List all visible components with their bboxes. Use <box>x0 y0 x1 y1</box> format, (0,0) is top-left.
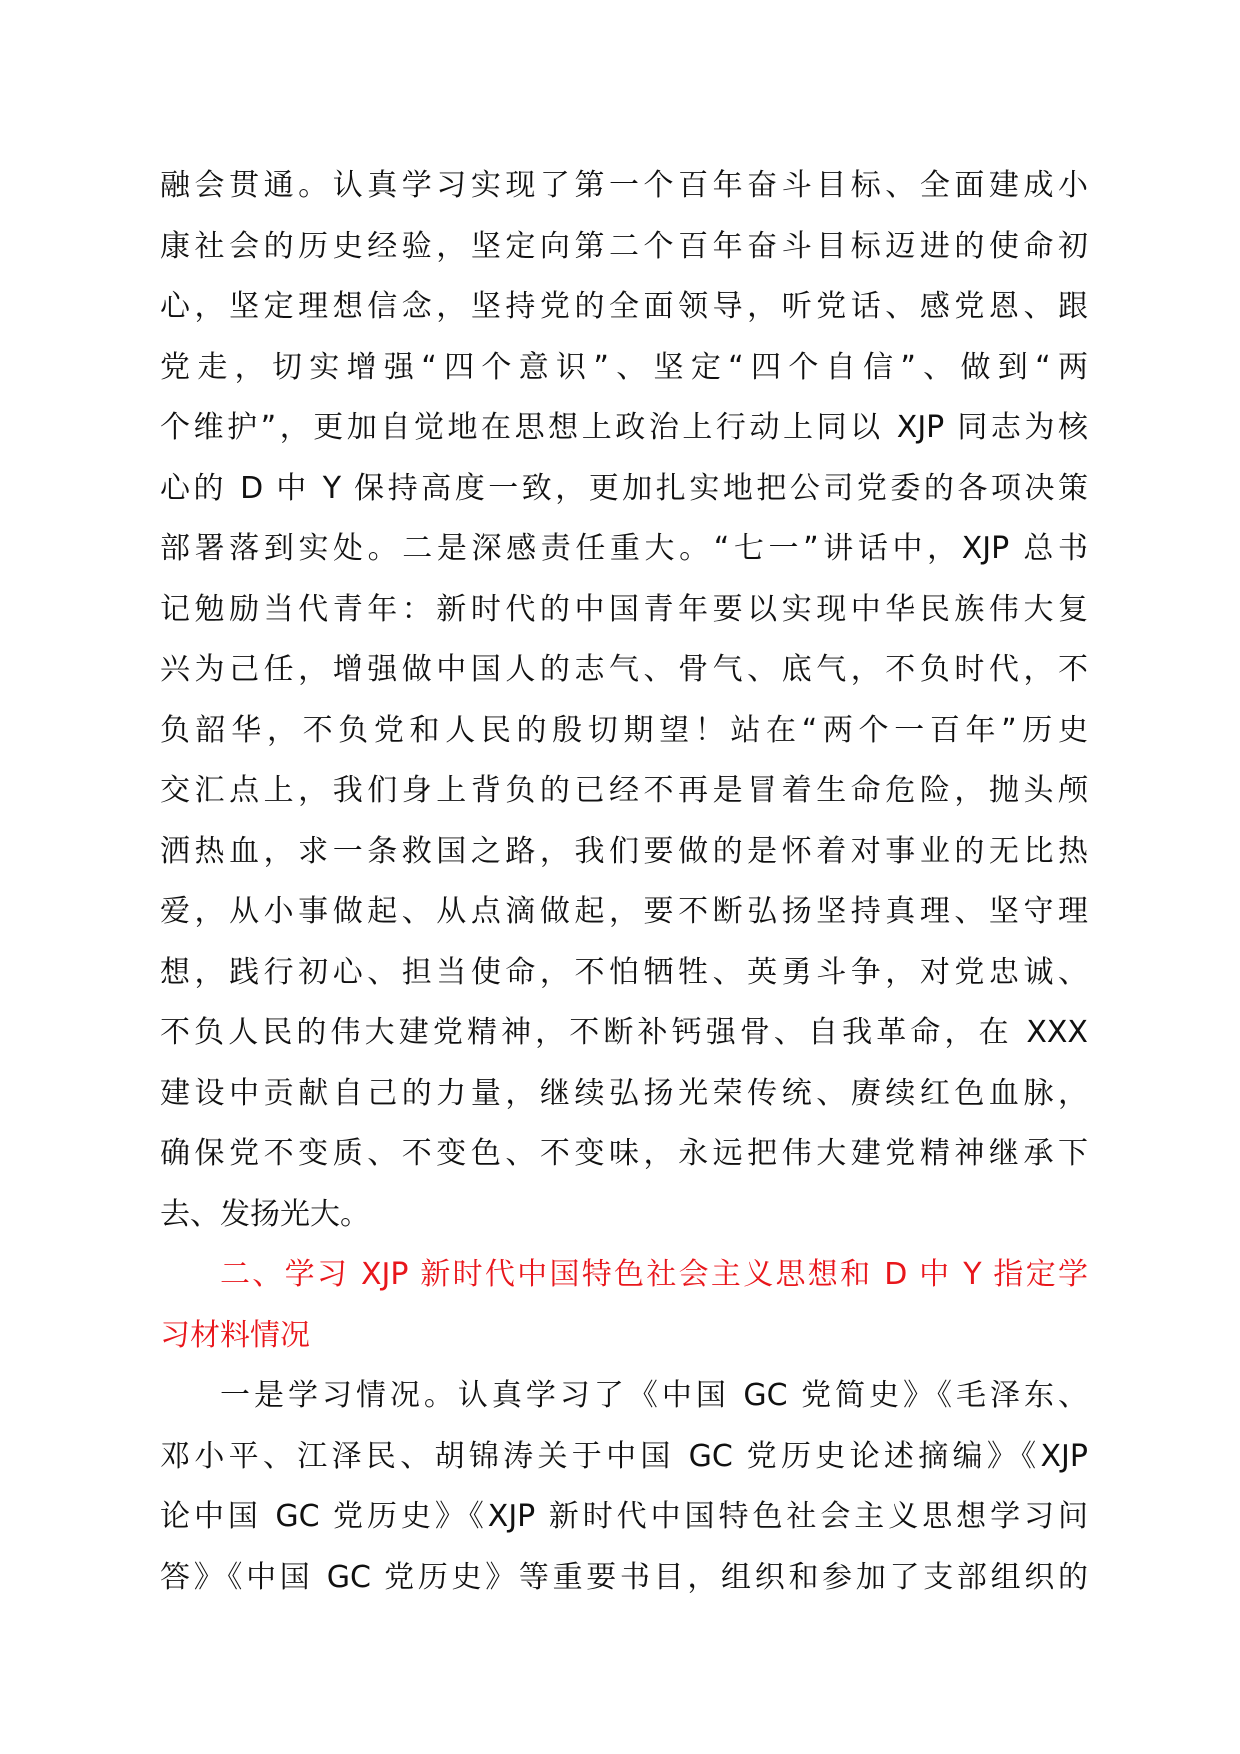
text-line: 兴为己任，增强做中国人的志气、骨气、底气，不负时代，不 <box>160 652 1088 687</box>
heading-line: 习材料情况 <box>160 1317 310 1353</box>
document-body <box>160 156 1088 1608</box>
text-line: 爱，从小事做起、从点滴做起，要不断弘扬坚持真理、坚守理 <box>160 894 1088 929</box>
text-line: 个维护”，更加自觉地在思想上政治上行动上同以 XJP 同志为核 <box>160 410 1088 445</box>
text-line: 心的 D 中 Y 保持高度一致，更加扎实地把公司党委的各项决策 <box>160 470 1088 506</box>
text-line: 洒热血，求一条救国之路，我们要做的是怀着对事业的无比热 <box>160 833 1088 869</box>
text-line: 建设中贡献自己的力量，继续弘扬光荣传统、赓续红色血脉， <box>160 1075 1088 1111</box>
text-line: 交汇点上，我们身上背负的已经不再是冒着生命危险，抛头颅 <box>160 773 1088 808</box>
paragraph-2 <box>160 1366 1088 1608</box>
text-line: 部署落到实处。二是深感责任重大。“七一”讲话中，XJP 总书 <box>160 531 1088 566</box>
text-line: 答》《中国 GC 党历史》等重要书目，组织和参加了支部组织的 <box>160 1559 1088 1595</box>
text-line: 负韶华，不负党和人民的殷切期望！站在“两个一百年”历史 <box>160 712 1088 748</box>
text-line: 心，坚定理想信念，坚持党的全面领导，听党话、感党恩、跟 <box>160 289 1088 324</box>
section-heading <box>160 1245 1088 1366</box>
text-line: 确保党不变质、不变色、不变味，永远把伟大建党精神继承下 <box>160 1136 1088 1171</box>
text-line: 论中国 GC 党历史》《XJP 新时代中国特色社会主义思想学习问 <box>160 1499 1088 1534</box>
text-line: 一是学习情况。认真学习了《中国 GC 党简史》《毛泽东、 <box>220 1378 1088 1413</box>
heading-line: 二、学习 XJP 新时代中国特色社会主义思想和 D 中 Y 指定学 <box>220 1257 1088 1292</box>
text-line: 想，践行初心、担当使命，不怕牺牲、英勇斗争，对党忠诚、 <box>160 954 1088 990</box>
text-line: 康社会的历史经验，坚定向第二个百年奋斗目标迈进的使命初 <box>160 228 1088 264</box>
text-line: 融会贯通。认真学习实现了第一个百年奋斗目标、全面建成小 <box>160 168 1088 203</box>
text-line: 党走，切实增强“四个意识”、坚定“四个自信”、做到“两 <box>160 349 1088 385</box>
text-line: 去、发扬光大。 <box>160 1196 370 1232</box>
text-line: 邓小平、江泽民、胡锦涛关于中国 GC 党历史论述摘编》《XJP <box>160 1438 1088 1474</box>
text-line: 不负人民的伟大建党精神，不断补钙强骨、自我革命，在 XXX <box>160 1015 1088 1050</box>
text-line: 记勉励当代青年：新时代的中国青年要以实现中华民族伟大复 <box>160 591 1088 627</box>
paragraph-1 <box>160 156 1088 1245</box>
